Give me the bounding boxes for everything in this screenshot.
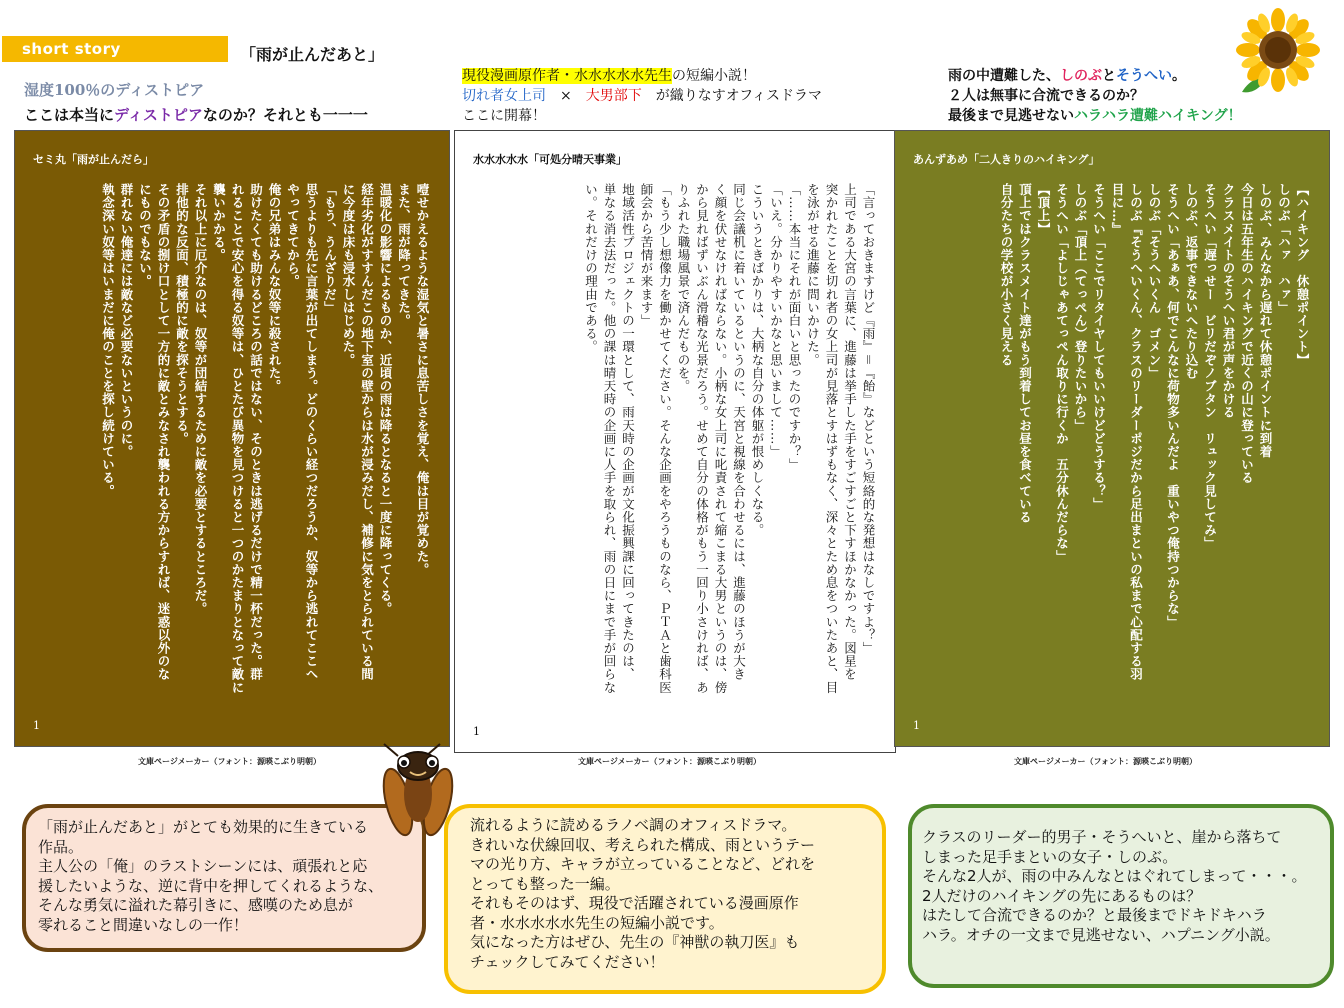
story-page-3	[894, 130, 1330, 747]
story-page-1	[14, 130, 450, 747]
cicada-icon	[380, 742, 458, 842]
intro-right-line1-pre: 雨の中遭難した、	[948, 68, 1060, 84]
page2-heading: 水水水水水「可処分晴天事業」	[473, 153, 627, 166]
review-left-line: そんな勇気に溢れた幕引きに、感嘆のため息が	[38, 896, 354, 914]
review-center-line: とっても整った一編。	[470, 874, 620, 893]
intro-center-line2-post: が織りなすオフィスドラマ	[641, 88, 823, 104]
page1-heading: セミ丸「雨が止んだら」	[33, 153, 154, 166]
intro-right-char-b: そうへい	[1116, 68, 1172, 84]
review-right-line: しまった足手まといの女子・しのぶ。	[922, 847, 1178, 866]
intro-center	[462, 66, 822, 126]
intro-right-char-a: しのぶ	[1060, 68, 1102, 84]
intro-right	[948, 66, 1242, 126]
intro-center-times: ×	[546, 88, 586, 104]
intro-left-line2-pre: ここは本当に	[24, 106, 115, 124]
intro-center-author-highlight: 現役漫画原作者・水水水水水先生	[462, 68, 672, 84]
page3-number: 1	[913, 719, 920, 732]
review-center-line: 気になった方はぜひ、先生の『神獣の執刀医』も	[470, 933, 800, 951]
review-left-line: 主人公の「俺」のラストシーンには、頑張れと応	[38, 857, 368, 875]
intro-right-line1-post: 。	[1172, 68, 1186, 84]
review-center-line: 者・水水水水水先生の短編小説です。	[470, 913, 724, 932]
intro-right-line1	[948, 66, 1242, 86]
page2-body: 「言っておきますけど『雨』＝『飴』などという短絡的な発想はなしですよ？」 上司である大宮の言葉に、進藤は挙手した手をすごすごと下すほかなかった。図星を 突かれたことを切れ者の女上司が見落とすはずもなく、深々とため息をついたあと、目 を泳がせる進藤に問いかけた。 「……本当にそれが面白いと思ったのですか？」 「いえ。分かりやすいかなと思いまして……」 こういうときばかりは、大柄な自分の体躯が恨めしくなる。 同じ会議机に着いているというのに、天宮と視線を合わせるには、進藤のほうが大き く顔を伏せなければならない。小柄な女上司に叱責されて縮こまる大男というのは、傍 から見ればずいぶん滑稽な光景だろう。せめて自分の体格がもう一回り小さければ、あ りふれた職場風景で済んだものを。 「もう少し想像力を働かせてください。そんな企画をやろうものなら、ＰＴＡと歯科医 師会から苦情が来ます」 地域活性プロジェクトの一環として、雨天時の企画が文化振興課に回ってきたのは、 単なる消去法だった。他の課は晴天時の企画に人手を取られ、雨の日にまで手が回らな い。それだけの理由である。	[583, 183, 876, 694]
page3-body: 【ハイキング 休憩ポイント】 しのぶ「ハァ ハァ」 しのぶ、みんなから遅れて休憩ポイントに到着 今日は五年生のハイキングで近くの山に登っている クラスメイトのそうへい君が声をかける そうへい「遅っせー ビリだぞノブタン リュック見してみ」 しのぶ、返事できないへたり込む そうへい「あぁあ、何でこんなに荷物多いんだよ 重いやつ俺持つからな」 しのぶ「そうへいくん ゴメン」 しのぶ『そうへいくん、クラスのリーダーポジだから足出まといの私まで心配する羽 目に…』 そうへい「ここでリタイヤしてもいいけどどうする？」 しのぶ「頂上（てっぺん）登りたいから」 そうへい「よしじゃあてっぺん取りに行くか 五分休んだらな」 【頂上】 頂上ではクラスメイト達がもう到着してお昼を食べている 自分たちの学校が小さく見える	[999, 183, 1310, 681]
intro-center-char-a: 切れ者女上司	[462, 88, 546, 104]
intro-right-line2: ２人は無事に合流できるのか？	[948, 88, 1144, 104]
review-center-line: 流れるように読めるラノベ調のオフィスドラマ。	[470, 816, 797, 834]
intro-center-line1	[462, 66, 822, 86]
intro-left-line2-hl: ディストピア	[114, 106, 203, 124]
page-title: 「雨が止んだあと」	[240, 45, 385, 64]
review-right-line: クラスのリーダー的男子・そうへいと、崖から落ちて	[922, 828, 1282, 846]
review-left-line: 援したいような、逆に背中を押してくれるような、	[38, 876, 384, 895]
intro-right-line3	[948, 106, 1242, 126]
review-box-right	[908, 804, 1334, 988]
review-left-line: 「雨が止んだあと」がとても効果的に生きている	[38, 818, 369, 836]
page2-number: 1	[473, 725, 480, 738]
intro-left-line2-post: なのか？それとも一一一	[202, 106, 368, 124]
page1-number: 1	[33, 719, 40, 732]
short-story-tag: short story	[2, 36, 228, 62]
intro-left-line2	[24, 104, 368, 126]
intro-center-line1-post: の短編小説！	[672, 68, 756, 84]
review-right-line: はたして合流できるのか？と最後までドキドキハラ	[922, 906, 1267, 924]
intro-right-line3-pre: 最後まで見逃せない	[948, 108, 1074, 124]
intro-right-line3-hl: ハラハラ遭難ハイキング！	[1074, 108, 1242, 124]
review-center-line: マの光り方、キャラが立っていることなど、どれを	[470, 855, 816, 873]
review-right-line: そんな2人が、雨の中みんなとはぐれてしまって・・・。	[922, 867, 1307, 885]
intro-right-and: と	[1102, 68, 1116, 84]
intro-center-char-b: 大男部下	[585, 88, 642, 104]
page2-maker-label: 文庫ページメーカー（フォント：源暎こぶり明朝）	[578, 756, 762, 766]
review-center-line: それもそのはず、現役で活躍されている漫画原作	[470, 894, 799, 912]
intro-center-line2	[462, 86, 822, 106]
page3-heading: あんずあめ「二人きりのハイキング」	[913, 153, 1100, 166]
intro-left-line1: 湿度100％のディストピア	[24, 81, 205, 99]
review-center-line: きれいな伏線回収、考えられた構成、雨というテー	[470, 835, 816, 854]
review-box-center	[444, 804, 886, 994]
page1-maker-label: 文庫ページメーカー（フォント：源暎こぶり明朝）	[138, 756, 322, 766]
review-right-line: 2人だけのハイキングの先にあるものは？	[922, 886, 1202, 905]
review-box-left	[22, 804, 426, 952]
review-center-line: チェックしてみてください！	[470, 952, 665, 971]
intro-center-line3: ここに開幕！	[462, 108, 546, 124]
review-left-line: 零れること間違いなしの一作！	[38, 915, 249, 934]
sunflower-icon	[1228, 8, 1324, 100]
story-page-2	[454, 130, 896, 753]
page1-body: 噎せかえるような湿気と暑さに息苦しさを覚え、俺は目が覚めた。 また、雨が降ってきた。 温暖化の影響によるものか、近頃の雨は降るとなると一度に降ってくる。 経年劣化がすすんだこの地下室の壁からは水が浸みだし、補修に気をとられている間 に今度は床も浸水しはじめた。 「もう、うんざりだ」 思うよりも先に言葉が出てしまう。どのくらい経つだろうか、奴等から逃れてここへ やってきてから。 俺の兄弟はみんな奴等に殺された。 助けたくても助けるどころの話ではない、そのときは逃げるだけで精一杯だった。群 れることで安心を得る奴等は、ひとたび異物を見つけると一つのかたまりとなって敵に 襲いかかる。 それ以上に厄介なのは、奴等が団結するために敵を必要とするところだ。 排他的な反面、積極的に敵を探そうとする。 その矛盾の捌け口として一方的に敵とみなされ襲われる方からすれば、迷惑以外のな にものでもない。 群れない俺達には敵など必要ないというのに。 執念深い奴等はいまだに俺のことを探し続けている。	[100, 183, 430, 694]
page3-maker-label: 文庫ページメーカー（フォント：源暎こぶり明朝）	[1014, 756, 1198, 766]
intro-left	[24, 80, 368, 126]
review-left-line: 作品。	[38, 837, 84, 856]
review-right-line: ハラ。オチの一文まで見逃せない、ハプニング小説。	[922, 925, 1280, 944]
